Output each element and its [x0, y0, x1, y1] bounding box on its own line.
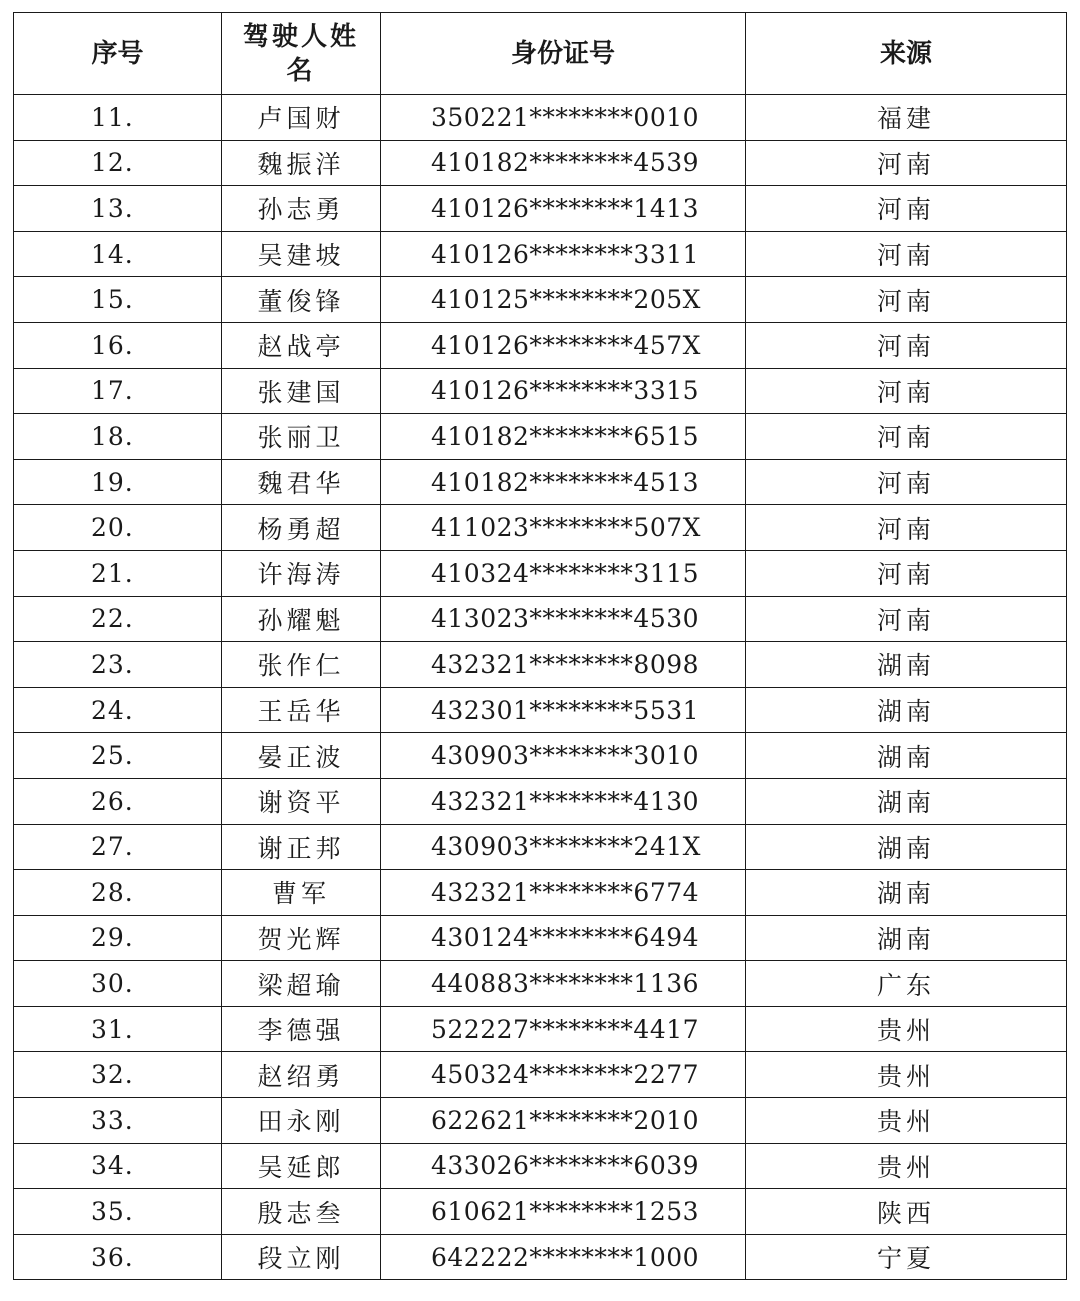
header-id-number: 身份证号	[381, 13, 746, 95]
header-index: 序号	[14, 13, 222, 95]
cell-id-number: 410182********4539	[381, 140, 746, 186]
cell-id-number: 413023********4530	[381, 596, 746, 642]
cell-driver-name: 李德强	[222, 1006, 381, 1052]
cell-id-number: 450324********2277	[381, 1052, 746, 1098]
cell-driver-name: 董俊锋	[222, 277, 381, 323]
table-row	[14, 870, 1067, 916]
cell-driver-name: 殷志叁	[222, 1189, 381, 1235]
cell-index: 29.	[14, 915, 222, 961]
table-row	[14, 368, 1067, 414]
cell-driver-name: 张作仁	[222, 642, 381, 688]
driver-table-container	[13, 12, 1066, 1280]
cell-source: 河南	[746, 186, 1067, 232]
cell-driver-name: 赵战亭	[222, 322, 381, 368]
cell-id-number: 432321********4130	[381, 778, 746, 824]
cell-driver-name: 杨勇超	[222, 505, 381, 551]
table-row	[14, 95, 1067, 141]
cell-id-number: 410126********3311	[381, 231, 746, 277]
cell-driver-name: 段立刚	[222, 1234, 381, 1280]
cell-id-number: 432321********6774	[381, 870, 746, 916]
table-row	[14, 414, 1067, 460]
cell-driver-name: 张建国	[222, 368, 381, 414]
cell-id-number: 642222********1000	[381, 1234, 746, 1280]
cell-id-number: 410182********4513	[381, 459, 746, 505]
cell-id-number: 430124********6494	[381, 915, 746, 961]
cell-source: 湖南	[746, 870, 1067, 916]
table-row	[14, 1098, 1067, 1144]
cell-id-number: 610621********1253	[381, 1189, 746, 1235]
cell-driver-name: 吴建坡	[222, 231, 381, 277]
cell-id-number: 430903********3010	[381, 733, 746, 779]
cell-source: 河南	[746, 550, 1067, 596]
cell-index: 36.	[14, 1234, 222, 1280]
table-row	[14, 778, 1067, 824]
cell-id-number: 410126********3315	[381, 368, 746, 414]
cell-index: 34.	[14, 1143, 222, 1189]
cell-id-number: 350221********0010	[381, 95, 746, 141]
cell-id-number: 411023********507X	[381, 505, 746, 551]
cell-index: 25.	[14, 733, 222, 779]
cell-driver-name: 曹军	[222, 870, 381, 916]
cell-source: 贵州	[746, 1052, 1067, 1098]
table-row	[14, 687, 1067, 733]
table-row	[14, 322, 1067, 368]
table-row	[14, 277, 1067, 323]
table-row	[14, 1143, 1067, 1189]
header-row	[14, 13, 1067, 95]
cell-source: 湖南	[746, 824, 1067, 870]
cell-source: 河南	[746, 505, 1067, 551]
cell-driver-name: 吴延郎	[222, 1143, 381, 1189]
cell-driver-name: 谢正邦	[222, 824, 381, 870]
table-row	[14, 550, 1067, 596]
table-row	[14, 1189, 1067, 1235]
cell-source: 福建	[746, 95, 1067, 141]
cell-source: 河南	[746, 140, 1067, 186]
cell-source: 湖南	[746, 733, 1067, 779]
table-row	[14, 140, 1067, 186]
cell-index: 32.	[14, 1052, 222, 1098]
cell-driver-name: 许海涛	[222, 550, 381, 596]
cell-id-number: 410126********1413	[381, 186, 746, 232]
table-row	[14, 231, 1067, 277]
cell-source: 陕西	[746, 1189, 1067, 1235]
cell-source: 河南	[746, 459, 1067, 505]
cell-source: 河南	[746, 414, 1067, 460]
table-row	[14, 1234, 1067, 1280]
cell-source: 河南	[746, 277, 1067, 323]
cell-driver-name: 谢资平	[222, 778, 381, 824]
cell-index: 31.	[14, 1006, 222, 1052]
table-row	[14, 824, 1067, 870]
cell-id-number: 410182********6515	[381, 414, 746, 460]
cell-index: 24.	[14, 687, 222, 733]
cell-driver-name: 王岳华	[222, 687, 381, 733]
cell-index: 27.	[14, 824, 222, 870]
cell-source: 河南	[746, 596, 1067, 642]
table-row	[14, 186, 1067, 232]
table-row	[14, 961, 1067, 1007]
cell-source: 湖南	[746, 915, 1067, 961]
cell-id-number: 410126********457X	[381, 322, 746, 368]
cell-id-number: 432301********5531	[381, 687, 746, 733]
cell-index: 11.	[14, 95, 222, 141]
cell-source: 河南	[746, 231, 1067, 277]
cell-id-number: 440883********1136	[381, 961, 746, 1007]
cell-source: 贵州	[746, 1143, 1067, 1189]
cell-index: 17.	[14, 368, 222, 414]
cell-id-number: 410324********3115	[381, 550, 746, 596]
cell-index: 30.	[14, 961, 222, 1007]
table-header	[14, 13, 1067, 95]
cell-id-number: 410125********205X	[381, 277, 746, 323]
cell-index: 12.	[14, 140, 222, 186]
table-row	[14, 459, 1067, 505]
cell-driver-name: 孙志勇	[222, 186, 381, 232]
cell-index: 33.	[14, 1098, 222, 1144]
cell-index: 15.	[14, 277, 222, 323]
cell-source: 河南	[746, 322, 1067, 368]
cell-index: 20.	[14, 505, 222, 551]
cell-driver-name: 卢国财	[222, 95, 381, 141]
cell-index: 23.	[14, 642, 222, 688]
cell-index: 28.	[14, 870, 222, 916]
cell-source: 湖南	[746, 687, 1067, 733]
cell-source: 河南	[746, 368, 1067, 414]
cell-driver-name: 孙耀魁	[222, 596, 381, 642]
cell-source: 贵州	[746, 1006, 1067, 1052]
cell-index: 16.	[14, 322, 222, 368]
cell-driver-name: 张丽卫	[222, 414, 381, 460]
cell-index: 21.	[14, 550, 222, 596]
table-row	[14, 733, 1067, 779]
cell-driver-name: 贺光辉	[222, 915, 381, 961]
table-row	[14, 596, 1067, 642]
cell-id-number: 433026********6039	[381, 1143, 746, 1189]
cell-index: 26.	[14, 778, 222, 824]
cell-index: 35.	[14, 1189, 222, 1235]
driver-table	[13, 12, 1067, 1280]
table-row	[14, 505, 1067, 551]
header-driver-name: 驾驶人姓名	[222, 13, 381, 95]
cell-index: 19.	[14, 459, 222, 505]
cell-id-number: 622621********2010	[381, 1098, 746, 1144]
cell-driver-name: 魏君华	[222, 459, 381, 505]
header-source: 来源	[746, 13, 1067, 95]
cell-index: 13.	[14, 186, 222, 232]
cell-id-number: 522227********4417	[381, 1006, 746, 1052]
cell-driver-name: 晏正波	[222, 733, 381, 779]
cell-driver-name: 赵绍勇	[222, 1052, 381, 1098]
table-row	[14, 642, 1067, 688]
cell-id-number: 430903********241X	[381, 824, 746, 870]
cell-driver-name: 田永刚	[222, 1098, 381, 1144]
cell-driver-name: 梁超瑜	[222, 961, 381, 1007]
table-row	[14, 915, 1067, 961]
cell-index: 14.	[14, 231, 222, 277]
cell-index: 22.	[14, 596, 222, 642]
cell-source: 湖南	[746, 642, 1067, 688]
cell-id-number: 432321********8098	[381, 642, 746, 688]
cell-source: 广东	[746, 961, 1067, 1007]
table-body	[14, 95, 1067, 1280]
cell-driver-name: 魏振洋	[222, 140, 381, 186]
cell-index: 18.	[14, 414, 222, 460]
cell-source: 贵州	[746, 1098, 1067, 1144]
cell-source: 湖南	[746, 778, 1067, 824]
table-row	[14, 1006, 1067, 1052]
table-row	[14, 1052, 1067, 1098]
cell-source: 宁夏	[746, 1234, 1067, 1280]
